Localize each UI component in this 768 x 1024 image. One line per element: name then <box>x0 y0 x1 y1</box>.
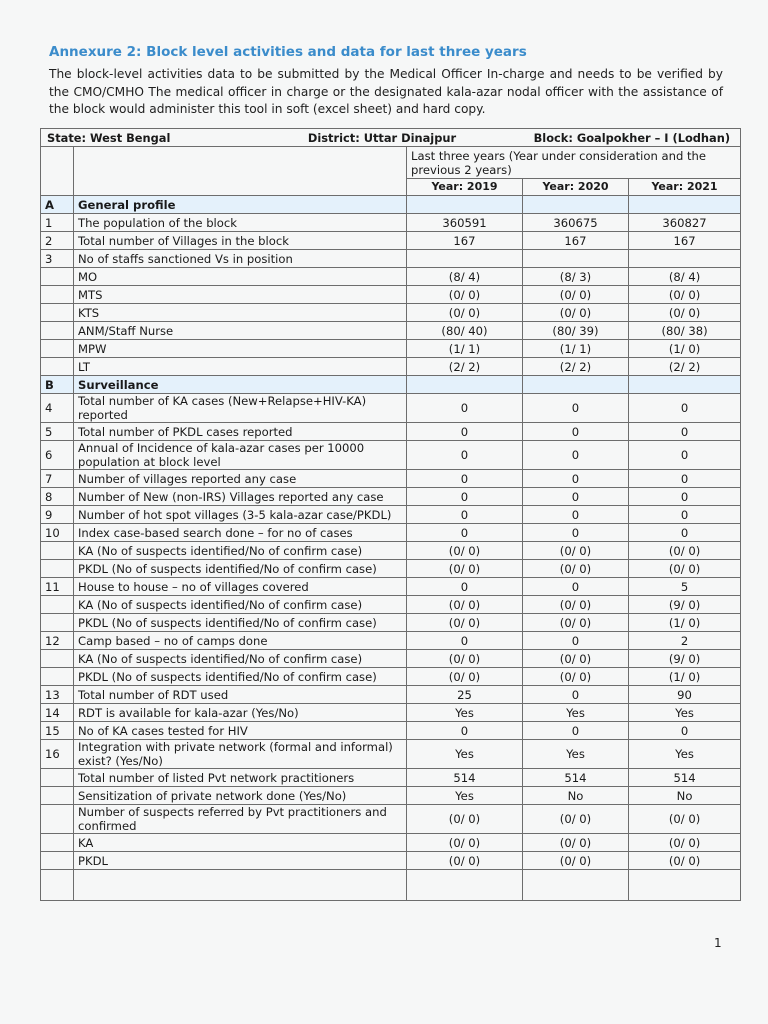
row-label: Total number of KA cases (New+Relapse+HIV-KA) reported <box>74 394 407 423</box>
row-label: Sensitization of private network done (Yes/No) <box>74 787 407 805</box>
value-2020: 167 <box>523 232 629 250</box>
page-number: 1 <box>714 936 722 950</box>
value-2021: 5 <box>629 578 741 596</box>
table-row <box>41 250 741 268</box>
table-row <box>41 524 741 542</box>
value-2021: Yes <box>629 704 741 722</box>
row-label: The population of the block <box>74 214 407 232</box>
row-number <box>41 542 74 560</box>
value-2021: 0 <box>629 441 741 470</box>
section-title: General profile <box>74 196 407 214</box>
block-activities-table <box>40 128 741 901</box>
row-label: Total number of RDT used <box>74 686 407 704</box>
value-2019: (0/ 0) <box>407 542 523 560</box>
row-number <box>41 304 74 322</box>
section-letter: B <box>41 376 74 394</box>
year-2021-header: Year: 2021 <box>629 179 741 196</box>
value-2019: (0/ 0) <box>407 805 523 834</box>
row-label: LT <box>74 358 407 376</box>
value-2021: (80/ 38) <box>629 322 741 340</box>
value-2021: (0/ 0) <box>629 304 741 322</box>
row-label: PKDL <box>74 852 407 870</box>
row-label: PKDL (No of suspects identified/No of confirm case) <box>74 668 407 686</box>
row-label: ANM/Staff Nurse <box>74 322 407 340</box>
value-2020: (0/ 0) <box>523 596 629 614</box>
table-row <box>41 668 741 686</box>
value-2019: (8/ 4) <box>407 268 523 286</box>
table-row <box>41 686 741 704</box>
value-2020: 0 <box>523 524 629 542</box>
value-2019: 0 <box>407 722 523 740</box>
row-label: No of staffs sanctioned Vs in position <box>74 250 407 268</box>
row-number: 15 <box>41 722 74 740</box>
row-number: 5 <box>41 423 74 441</box>
value-2019: 25 <box>407 686 523 704</box>
row-label: MO <box>74 268 407 286</box>
value-2021: (0/ 0) <box>629 805 741 834</box>
state-label: State: West Bengal <box>47 130 171 145</box>
row-label: Number of villages reported any case <box>74 470 407 488</box>
value-2020: Yes <box>523 740 629 769</box>
row-number <box>41 322 74 340</box>
location-row <box>41 129 741 147</box>
value-2020: 0 <box>523 686 629 704</box>
row-label: MTS <box>74 286 407 304</box>
table-row <box>41 578 741 596</box>
section-general-profile <box>41 196 741 214</box>
table-row <box>41 542 741 560</box>
value-2021: (1/ 0) <box>629 668 741 686</box>
row-number: 7 <box>41 470 74 488</box>
value-2019: 0 <box>407 470 523 488</box>
row-number: 16 <box>41 740 74 769</box>
value-2021: 0 <box>629 506 741 524</box>
value-2019: (80/ 40) <box>407 322 523 340</box>
value-2019: Yes <box>407 787 523 805</box>
row-label: Total number of PKDL cases reported <box>74 423 407 441</box>
value-2020 <box>523 250 629 268</box>
row-number <box>41 340 74 358</box>
value-2021: (1/ 0) <box>629 340 741 358</box>
row-number <box>41 286 74 304</box>
value-2019: 0 <box>407 488 523 506</box>
value-2020: (2/ 2) <box>523 358 629 376</box>
table-row <box>41 423 741 441</box>
row-label: House to house – no of villages covered <box>74 578 407 596</box>
row-number: 9 <box>41 506 74 524</box>
value-2021: (8/ 4) <box>629 268 741 286</box>
row-number <box>41 769 74 787</box>
table-row <box>41 614 741 632</box>
table-row <box>41 394 741 423</box>
table-row <box>41 560 741 578</box>
row-number: 13 <box>41 686 74 704</box>
value-2019: Yes <box>407 740 523 769</box>
table-row <box>41 232 741 250</box>
period-label: Last three years (Year under consideration and the previous 2 years) <box>407 147 741 179</box>
value-2021: 2 <box>629 632 741 650</box>
row-label: KA (No of suspects identified/No of confirm case) <box>74 542 407 560</box>
row-label: Number of suspects referred by Pvt practitioners and confirmed <box>74 805 407 834</box>
value-2020: (8/ 3) <box>523 268 629 286</box>
row-label: Number of New (non-IRS) Villages reported any case <box>74 488 407 506</box>
value-2020: 0 <box>523 488 629 506</box>
value-2019: (0/ 0) <box>407 650 523 668</box>
value-2020: (0/ 0) <box>523 304 629 322</box>
row-label: RDT is available for kala-azar (Yes/No) <box>74 704 407 722</box>
value-2020: 0 <box>523 441 629 470</box>
row-number <box>41 358 74 376</box>
row-label: KA (No of suspects identified/No of confirm case) <box>74 596 407 614</box>
row-number <box>41 268 74 286</box>
value-2021: (0/ 0) <box>629 560 741 578</box>
value-2021: 0 <box>629 524 741 542</box>
value-2021: (2/ 2) <box>629 358 741 376</box>
value-2020: (0/ 0) <box>523 834 629 852</box>
value-2021: 514 <box>629 769 741 787</box>
table-row <box>41 596 741 614</box>
table-row <box>41 340 741 358</box>
table-row <box>41 852 741 870</box>
row-number <box>41 650 74 668</box>
table-row <box>41 304 741 322</box>
value-2019: (0/ 0) <box>407 286 523 304</box>
value-2019: (0/ 0) <box>407 560 523 578</box>
value-2019: 0 <box>407 394 523 423</box>
row-label: Annual of Incidence of kala-azar cases per 10000 population at block level <box>74 441 407 470</box>
value-2019: 0 <box>407 423 523 441</box>
row-number <box>41 787 74 805</box>
value-2021: (0/ 0) <box>629 852 741 870</box>
value-2020: (0/ 0) <box>523 650 629 668</box>
row-number: 8 <box>41 488 74 506</box>
row-number <box>41 560 74 578</box>
value-2020: (0/ 0) <box>523 614 629 632</box>
value-2021: 167 <box>629 232 741 250</box>
table-row <box>41 488 741 506</box>
table-row <box>41 470 741 488</box>
table-row <box>41 805 741 834</box>
value-2021: 0 <box>629 722 741 740</box>
value-2021: Yes <box>629 740 741 769</box>
year-2019-header: Year: 2019 <box>407 179 523 196</box>
row-number: 3 <box>41 250 74 268</box>
table-row <box>41 632 741 650</box>
row-number: 2 <box>41 232 74 250</box>
value-2019: (2/ 2) <box>407 358 523 376</box>
value-2020: 514 <box>523 769 629 787</box>
value-2020: 0 <box>523 470 629 488</box>
value-2020: (0/ 0) <box>523 668 629 686</box>
value-2020: (0/ 0) <box>523 805 629 834</box>
value-2020: 0 <box>523 632 629 650</box>
row-label: KA (No of suspects identified/No of confirm case) <box>74 650 407 668</box>
year-2020-header: Year: 2020 <box>523 179 629 196</box>
value-2019: (1/ 1) <box>407 340 523 358</box>
value-2020: 0 <box>523 722 629 740</box>
row-number: 14 <box>41 704 74 722</box>
value-2019: 0 <box>407 506 523 524</box>
value-2019: (0/ 0) <box>407 304 523 322</box>
table-row <box>41 722 741 740</box>
page-heading: Annexure 2: Block level activities and data for last three years <box>49 44 527 60</box>
section-letter: A <box>41 196 74 214</box>
value-2019: 167 <box>407 232 523 250</box>
value-2021 <box>629 250 741 268</box>
row-label: KTS <box>74 304 407 322</box>
value-2019: Yes <box>407 704 523 722</box>
value-2021: (1/ 0) <box>629 614 741 632</box>
table-row <box>41 268 741 286</box>
block-label: Block: Goalpokher – I (Lodhan) <box>533 130 731 145</box>
table-row <box>41 441 741 470</box>
intro-paragraph: The block-level activities data to be submitted by the Medical Officer In-charge and needs to be verified by the CMO/CMHO The medical officer in charge or the designated kala-azar nodal officer with the assistance of the block would administer this tool in soft (excel sheet) and hard copy. <box>49 67 723 116</box>
value-2021: 360827 <box>629 214 741 232</box>
row-number: 10 <box>41 524 74 542</box>
value-2021: 0 <box>629 470 741 488</box>
row-number <box>41 668 74 686</box>
value-2020: Yes <box>523 704 629 722</box>
table-row <box>41 506 741 524</box>
section-title: Surveillance <box>74 376 407 394</box>
value-2020: (0/ 0) <box>523 852 629 870</box>
value-2019: 0 <box>407 632 523 650</box>
value-2019: (0/ 0) <box>407 852 523 870</box>
row-number: 6 <box>41 441 74 470</box>
table-row <box>41 358 741 376</box>
section-surveillance <box>41 376 741 394</box>
row-number <box>41 852 74 870</box>
table-row <box>41 769 741 787</box>
table-row <box>41 834 741 852</box>
value-2019: (0/ 0) <box>407 668 523 686</box>
value-2020: 0 <box>523 394 629 423</box>
value-2020: No <box>523 787 629 805</box>
value-2021: (0/ 0) <box>629 542 741 560</box>
value-2019 <box>407 250 523 268</box>
table-row <box>41 740 741 769</box>
row-number <box>41 614 74 632</box>
row-label: Integration with private network (formal and informal) exist? (Yes/No) <box>74 740 407 769</box>
value-2020: (0/ 0) <box>523 286 629 304</box>
value-2020: 0 <box>523 578 629 596</box>
table-row <box>41 286 741 304</box>
row-number: 4 <box>41 394 74 423</box>
row-label: PKDL (No of suspects identified/No of confirm case) <box>74 560 407 578</box>
value-2019: 0 <box>407 524 523 542</box>
row-number: 12 <box>41 632 74 650</box>
row-label: PKDL (No of suspects identified/No of confirm case) <box>74 614 407 632</box>
value-2019: 360591 <box>407 214 523 232</box>
row-label: MPW <box>74 340 407 358</box>
value-2021: 0 <box>629 423 741 441</box>
value-2020: 360675 <box>523 214 629 232</box>
table-row <box>41 787 741 805</box>
value-2020: (0/ 0) <box>523 560 629 578</box>
table-row <box>41 650 741 668</box>
row-number <box>41 834 74 852</box>
value-2019: 0 <box>407 578 523 596</box>
row-label: Camp based – no of camps done <box>74 632 407 650</box>
row-label: KA <box>74 834 407 852</box>
row-label: Index case-based search done – for no of cases <box>74 524 407 542</box>
value-2021: (0/ 0) <box>629 286 741 304</box>
value-2019: (0/ 0) <box>407 614 523 632</box>
value-2019: (0/ 0) <box>407 596 523 614</box>
value-2021: 0 <box>629 394 741 423</box>
value-2020: (0/ 0) <box>523 542 629 560</box>
value-2021: (9/ 0) <box>629 650 741 668</box>
value-2019: 514 <box>407 769 523 787</box>
row-label: Total number of listed Pvt network practitioners <box>74 769 407 787</box>
value-2021: (9/ 0) <box>629 596 741 614</box>
value-2021: 0 <box>629 488 741 506</box>
row-number: 11 <box>41 578 74 596</box>
empty-row <box>41 870 741 901</box>
district-label: District: Uttar Dinajpur <box>307 130 457 145</box>
table-row <box>41 704 741 722</box>
value-2019: (0/ 0) <box>407 834 523 852</box>
row-number <box>41 805 74 834</box>
value-2020: 0 <box>523 423 629 441</box>
row-label: Number of hot spot villages (3-5 kala-azar case/PKDL) <box>74 506 407 524</box>
row-label: No of KA cases tested for HIV <box>74 722 407 740</box>
value-2020: (1/ 1) <box>523 340 629 358</box>
value-2021: No <box>629 787 741 805</box>
row-number: 1 <box>41 214 74 232</box>
value-2020: (80/ 39) <box>523 322 629 340</box>
table-row <box>41 322 741 340</box>
row-label: Total number of Villages in the block <box>74 232 407 250</box>
value-2020: 0 <box>523 506 629 524</box>
value-2021: 90 <box>629 686 741 704</box>
table-row <box>41 214 741 232</box>
value-2021: (0/ 0) <box>629 834 741 852</box>
row-number <box>41 596 74 614</box>
value-2019: 0 <box>407 441 523 470</box>
